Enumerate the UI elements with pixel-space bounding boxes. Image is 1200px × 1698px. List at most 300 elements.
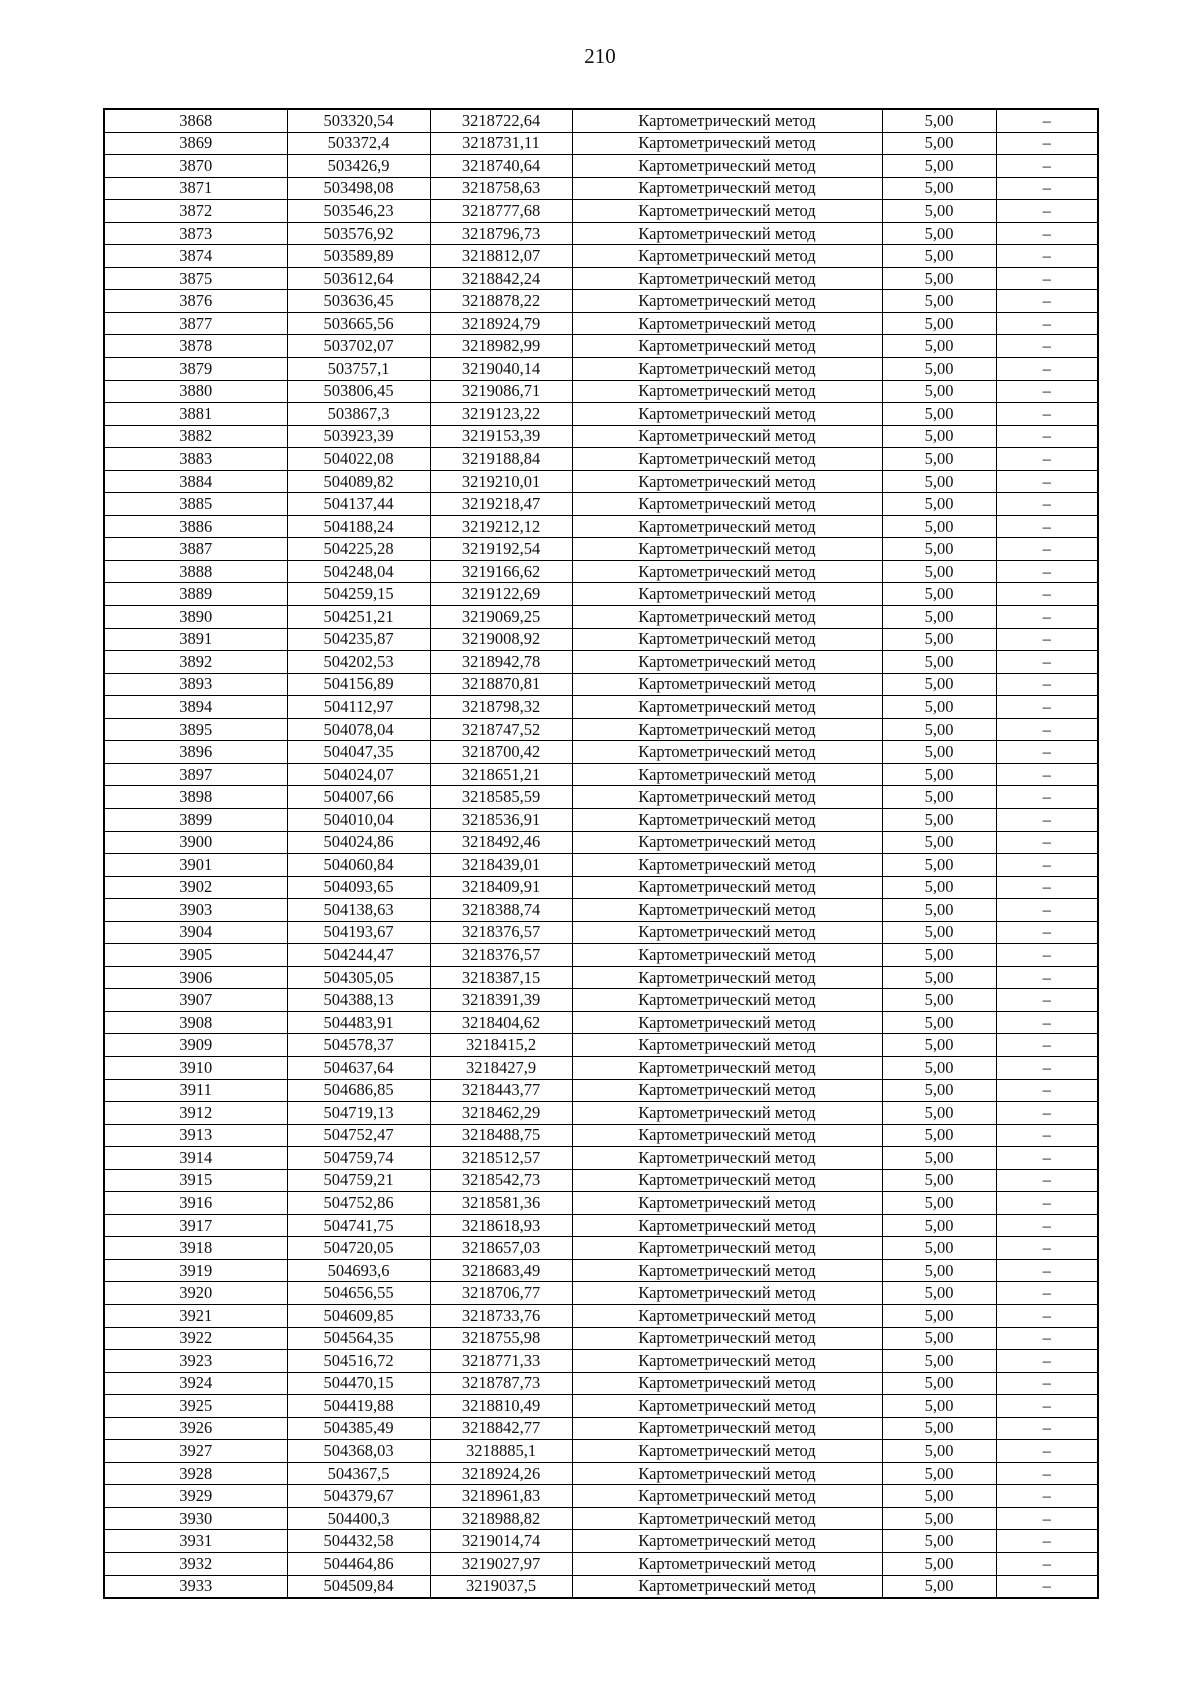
- table-row: [104, 1507, 1098, 1530]
- point-number-cell: 3933: [104, 1575, 287, 1598]
- x-coordinate-cell: 503612,64: [287, 267, 430, 290]
- x-coordinate-cell: 504368,03: [287, 1440, 430, 1463]
- table-row: [104, 1530, 1098, 1553]
- table-row: [104, 921, 1098, 944]
- precision-cell: 5,00: [882, 1417, 996, 1440]
- y-coordinate-cell: 3219210,01: [430, 470, 572, 493]
- y-coordinate-cell: 3218488,75: [430, 1124, 572, 1147]
- table-row: [104, 1553, 1098, 1576]
- method-cell: Картометрический метод: [572, 177, 882, 200]
- y-coordinate-cell: 3219192,54: [430, 538, 572, 561]
- point-number-cell: 3913: [104, 1124, 287, 1147]
- x-coordinate-cell: 504693,6: [287, 1259, 430, 1282]
- point-number-cell: 3897: [104, 763, 287, 786]
- x-coordinate-cell: 504509,84: [287, 1575, 430, 1598]
- point-number-cell: 3879: [104, 358, 287, 381]
- note-cell: –: [996, 786, 1098, 809]
- method-cell: Картометрический метод: [572, 1079, 882, 1102]
- precision-cell: 5,00: [882, 425, 996, 448]
- precision-cell: 5,00: [882, 651, 996, 674]
- method-cell: Картометрический метод: [572, 1147, 882, 1170]
- point-number-cell: 3922: [104, 1327, 287, 1350]
- precision-cell: 5,00: [882, 718, 996, 741]
- table-row: [104, 1485, 1098, 1508]
- point-number-cell: 3869: [104, 132, 287, 155]
- method-cell: Картометрический метод: [572, 741, 882, 764]
- method-cell: Картометрический метод: [572, 1440, 882, 1463]
- note-cell: –: [996, 1507, 1098, 1530]
- y-coordinate-cell: 3218787,73: [430, 1372, 572, 1395]
- point-number-cell: 3931: [104, 1530, 287, 1553]
- x-coordinate-cell: 504464,86: [287, 1553, 430, 1576]
- table-row: [104, 899, 1098, 922]
- precision-cell: 5,00: [882, 1530, 996, 1553]
- y-coordinate-cell: 3219123,22: [430, 403, 572, 426]
- note-cell: –: [996, 1124, 1098, 1147]
- precision-cell: 5,00: [882, 1011, 996, 1034]
- x-coordinate-cell: 504752,47: [287, 1124, 430, 1147]
- x-coordinate-cell: 503546,23: [287, 200, 430, 223]
- y-coordinate-cell: 3219008,92: [430, 628, 572, 651]
- precision-cell: 5,00: [882, 470, 996, 493]
- x-coordinate-cell: 504656,55: [287, 1282, 430, 1305]
- table-row: [104, 1056, 1098, 1079]
- precision-cell: 5,00: [882, 1102, 996, 1125]
- table-row: [104, 1147, 1098, 1170]
- method-cell: Картометрический метод: [572, 222, 882, 245]
- note-cell: –: [996, 560, 1098, 583]
- method-cell: Картометрический метод: [572, 944, 882, 967]
- point-number-cell: 3918: [104, 1237, 287, 1260]
- method-cell: Картометрический метод: [572, 515, 882, 538]
- precision-cell: 5,00: [882, 1282, 996, 1305]
- note-cell: –: [996, 335, 1098, 358]
- table-row: [104, 831, 1098, 854]
- method-cell: Картометрический метод: [572, 1124, 882, 1147]
- x-coordinate-cell: 504259,15: [287, 583, 430, 606]
- precision-cell: 5,00: [882, 808, 996, 831]
- point-number-cell: 3878: [104, 335, 287, 358]
- x-coordinate-cell: 504225,28: [287, 538, 430, 561]
- point-number-cell: 3872: [104, 200, 287, 223]
- method-cell: Картометрический метод: [572, 470, 882, 493]
- precision-cell: 5,00: [882, 1575, 996, 1598]
- note-cell: –: [996, 831, 1098, 854]
- point-number-cell: 3880: [104, 380, 287, 403]
- method-cell: Картометрический метод: [572, 989, 882, 1012]
- y-coordinate-cell: 3219188,84: [430, 448, 572, 471]
- note-cell: –: [996, 1034, 1098, 1057]
- method-cell: Картометрический метод: [572, 628, 882, 651]
- note-cell: –: [996, 1440, 1098, 1463]
- method-cell: Картометрический метод: [572, 673, 882, 696]
- x-coordinate-cell: 503636,45: [287, 290, 430, 313]
- method-cell: Картометрический метод: [572, 1034, 882, 1057]
- method-cell: Картометрический метод: [572, 1056, 882, 1079]
- y-coordinate-cell: 3219014,74: [430, 1530, 572, 1553]
- table-row: [104, 1575, 1098, 1598]
- precision-cell: 5,00: [882, 786, 996, 809]
- method-cell: Картометрический метод: [572, 1192, 882, 1215]
- table-row: [104, 1034, 1098, 1057]
- y-coordinate-cell: 3218842,77: [430, 1417, 572, 1440]
- note-cell: –: [996, 696, 1098, 719]
- table-row: [104, 718, 1098, 741]
- table-row: [104, 989, 1098, 1012]
- table-row: [104, 222, 1098, 245]
- x-coordinate-cell: 503923,39: [287, 425, 430, 448]
- method-cell: Картометрический метод: [572, 1417, 882, 1440]
- y-coordinate-cell: 3218798,32: [430, 696, 572, 719]
- x-coordinate-cell: 504244,47: [287, 944, 430, 967]
- x-coordinate-cell: 504379,67: [287, 1485, 430, 1508]
- precision-cell: 5,00: [882, 132, 996, 155]
- y-coordinate-cell: 3218376,57: [430, 944, 572, 967]
- note-cell: –: [996, 380, 1098, 403]
- y-coordinate-cell: 3218585,59: [430, 786, 572, 809]
- point-number-cell: 3888: [104, 560, 287, 583]
- x-coordinate-cell: 504385,49: [287, 1417, 430, 1440]
- point-number-cell: 3907: [104, 989, 287, 1012]
- x-coordinate-cell: 504060,84: [287, 854, 430, 877]
- y-coordinate-cell: 3218961,83: [430, 1485, 572, 1508]
- method-cell: Картометрический метод: [572, 899, 882, 922]
- note-cell: –: [996, 1304, 1098, 1327]
- x-coordinate-cell: 504759,21: [287, 1169, 430, 1192]
- x-coordinate-cell: 504156,89: [287, 673, 430, 696]
- table-row: [104, 1304, 1098, 1327]
- point-number-cell: 3887: [104, 538, 287, 561]
- table-row: [104, 1372, 1098, 1395]
- x-coordinate-cell: 504578,37: [287, 1034, 430, 1057]
- y-coordinate-cell: 3218443,77: [430, 1079, 572, 1102]
- note-cell: –: [996, 899, 1098, 922]
- precision-cell: 5,00: [882, 966, 996, 989]
- method-cell: Картометрический метод: [572, 1530, 882, 1553]
- method-cell: Картометрический метод: [572, 1350, 882, 1373]
- point-number-cell: 3904: [104, 921, 287, 944]
- note-cell: –: [996, 1056, 1098, 1079]
- table-row: [104, 1417, 1098, 1440]
- x-coordinate-cell: 504193,67: [287, 921, 430, 944]
- point-number-cell: 3885: [104, 493, 287, 516]
- table-row: [104, 741, 1098, 764]
- x-coordinate-cell: 504202,53: [287, 651, 430, 674]
- y-coordinate-cell: 3218988,82: [430, 1507, 572, 1530]
- point-number-cell: 3889: [104, 583, 287, 606]
- note-cell: –: [996, 944, 1098, 967]
- y-coordinate-cell: 3219027,97: [430, 1553, 572, 1576]
- table-row: [104, 696, 1098, 719]
- y-coordinate-cell: 3218439,01: [430, 854, 572, 877]
- precision-cell: 5,00: [882, 763, 996, 786]
- precision-cell: 5,00: [882, 606, 996, 629]
- precision-cell: 5,00: [882, 493, 996, 516]
- point-number-cell: 3921: [104, 1304, 287, 1327]
- y-coordinate-cell: 3218878,22: [430, 290, 572, 313]
- precision-cell: 5,00: [882, 741, 996, 764]
- point-number-cell: 3912: [104, 1102, 287, 1125]
- note-cell: –: [996, 132, 1098, 155]
- note-cell: –: [996, 1282, 1098, 1305]
- note-cell: –: [996, 921, 1098, 944]
- note-cell: –: [996, 290, 1098, 313]
- x-coordinate-cell: 503498,08: [287, 177, 430, 200]
- method-cell: Картометрический метод: [572, 651, 882, 674]
- method-cell: Картометрический метод: [572, 448, 882, 471]
- y-coordinate-cell: 3219122,69: [430, 583, 572, 606]
- table-row: [104, 1192, 1098, 1215]
- note-cell: –: [996, 1079, 1098, 1102]
- point-number-cell: 3886: [104, 515, 287, 538]
- y-coordinate-cell: 3218492,46: [430, 831, 572, 854]
- method-cell: Картометрический метод: [572, 831, 882, 854]
- point-number-cell: 3891: [104, 628, 287, 651]
- precision-cell: 5,00: [882, 1327, 996, 1350]
- precision-cell: 5,00: [882, 290, 996, 313]
- precision-cell: 5,00: [882, 1034, 996, 1057]
- method-cell: Картометрический метод: [572, 200, 882, 223]
- precision-cell: 5,00: [882, 177, 996, 200]
- method-cell: Картометрический метод: [572, 763, 882, 786]
- point-number-cell: 3890: [104, 606, 287, 629]
- note-cell: –: [996, 651, 1098, 674]
- point-number-cell: 3893: [104, 673, 287, 696]
- note-cell: –: [996, 109, 1098, 132]
- method-cell: Картометрический метод: [572, 132, 882, 155]
- method-cell: Картометрический метод: [572, 245, 882, 268]
- note-cell: –: [996, 1485, 1098, 1508]
- y-coordinate-cell: 3218924,79: [430, 312, 572, 335]
- note-cell: –: [996, 583, 1098, 606]
- precision-cell: 5,00: [882, 989, 996, 1012]
- precision-cell: 5,00: [882, 448, 996, 471]
- x-coordinate-cell: 503867,3: [287, 403, 430, 426]
- coordinates-table-body: [104, 109, 1098, 1598]
- note-cell: –: [996, 1462, 1098, 1485]
- point-number-cell: 3873: [104, 222, 287, 245]
- precision-cell: 5,00: [882, 1124, 996, 1147]
- table-row: [104, 1440, 1098, 1463]
- x-coordinate-cell: 504470,15: [287, 1372, 430, 1395]
- method-cell: Картометрический метод: [572, 606, 882, 629]
- y-coordinate-cell: 3218388,74: [430, 899, 572, 922]
- precision-cell: 5,00: [882, 560, 996, 583]
- y-coordinate-cell: 3218387,15: [430, 966, 572, 989]
- point-number-cell: 3909: [104, 1034, 287, 1057]
- table-row: [104, 380, 1098, 403]
- table-row: [104, 1350, 1098, 1373]
- x-coordinate-cell: 504516,72: [287, 1350, 430, 1373]
- x-coordinate-cell: 504047,35: [287, 741, 430, 764]
- y-coordinate-cell: 3218512,57: [430, 1147, 572, 1170]
- x-coordinate-cell: 503320,54: [287, 109, 430, 132]
- method-cell: Картометрический метод: [572, 1237, 882, 1260]
- note-cell: –: [996, 1372, 1098, 1395]
- point-number-cell: 3871: [104, 177, 287, 200]
- point-number-cell: 3929: [104, 1485, 287, 1508]
- precision-cell: 5,00: [882, 245, 996, 268]
- point-number-cell: 3883: [104, 448, 287, 471]
- precision-cell: 5,00: [882, 222, 996, 245]
- note-cell: –: [996, 1214, 1098, 1237]
- table-row: [104, 132, 1098, 155]
- precision-cell: 5,00: [882, 1147, 996, 1170]
- point-number-cell: 3877: [104, 312, 287, 335]
- precision-cell: 5,00: [882, 831, 996, 854]
- precision-cell: 5,00: [882, 854, 996, 877]
- table-row: [104, 267, 1098, 290]
- table-row: [104, 673, 1098, 696]
- y-coordinate-cell: 3218812,07: [430, 245, 572, 268]
- table-row: [104, 876, 1098, 899]
- y-coordinate-cell: 3218842,24: [430, 267, 572, 290]
- x-coordinate-cell: 503757,1: [287, 358, 430, 381]
- method-cell: Картометрический метод: [572, 380, 882, 403]
- method-cell: Картометрический метод: [572, 109, 882, 132]
- x-coordinate-cell: 504759,74: [287, 1147, 430, 1170]
- point-number-cell: 3876: [104, 290, 287, 313]
- method-cell: Картометрический метод: [572, 538, 882, 561]
- y-coordinate-cell: 3218885,1: [430, 1440, 572, 1463]
- precision-cell: 5,00: [882, 380, 996, 403]
- y-coordinate-cell: 3218810,49: [430, 1395, 572, 1418]
- note-cell: –: [996, 245, 1098, 268]
- table-row: [104, 403, 1098, 426]
- x-coordinate-cell: 504637,64: [287, 1056, 430, 1079]
- method-cell: Картометрический метод: [572, 1169, 882, 1192]
- method-cell: Картометрический метод: [572, 696, 882, 719]
- table-row: [104, 1395, 1098, 1418]
- point-number-cell: 3928: [104, 1462, 287, 1485]
- y-coordinate-cell: 3218683,49: [430, 1259, 572, 1282]
- precision-cell: 5,00: [882, 1440, 996, 1463]
- y-coordinate-cell: 3218758,63: [430, 177, 572, 200]
- page-number: 210: [584, 44, 616, 68]
- precision-cell: 5,00: [882, 1485, 996, 1508]
- table-row: [104, 1327, 1098, 1350]
- method-cell: Картометрический метод: [572, 493, 882, 516]
- point-number-cell: 3925: [104, 1395, 287, 1418]
- x-coordinate-cell: 504235,87: [287, 628, 430, 651]
- method-cell: Картометрический метод: [572, 1304, 882, 1327]
- precision-cell: 5,00: [882, 1237, 996, 1260]
- precision-cell: 5,00: [882, 200, 996, 223]
- y-coordinate-cell: 3218376,57: [430, 921, 572, 944]
- note-cell: –: [996, 177, 1098, 200]
- y-coordinate-cell: 3218536,91: [430, 808, 572, 831]
- x-coordinate-cell: 503665,56: [287, 312, 430, 335]
- precision-cell: 5,00: [882, 921, 996, 944]
- note-cell: –: [996, 763, 1098, 786]
- point-number-cell: 3905: [104, 944, 287, 967]
- note-cell: –: [996, 1417, 1098, 1440]
- x-coordinate-cell: 504432,58: [287, 1530, 430, 1553]
- table-row: [104, 155, 1098, 178]
- note-cell: –: [996, 854, 1098, 877]
- point-number-cell: 3882: [104, 425, 287, 448]
- note-cell: –: [996, 606, 1098, 629]
- point-number-cell: 3875: [104, 267, 287, 290]
- y-coordinate-cell: 3218870,81: [430, 673, 572, 696]
- note-cell: –: [996, 1395, 1098, 1418]
- method-cell: Картометрический метод: [572, 1011, 882, 1034]
- point-number-cell: 3902: [104, 876, 287, 899]
- table-row: [104, 200, 1098, 223]
- precision-cell: 5,00: [882, 1259, 996, 1282]
- x-coordinate-cell: 504400,3: [287, 1507, 430, 1530]
- point-number-cell: 3923: [104, 1350, 287, 1373]
- y-coordinate-cell: 3219037,5: [430, 1575, 572, 1598]
- method-cell: Картометрический метод: [572, 335, 882, 358]
- point-number-cell: 3927: [104, 1440, 287, 1463]
- table-row: [104, 245, 1098, 268]
- x-coordinate-cell: 504024,07: [287, 763, 430, 786]
- y-coordinate-cell: 3218651,21: [430, 763, 572, 786]
- precision-cell: 5,00: [882, 944, 996, 967]
- note-cell: –: [996, 1237, 1098, 1260]
- table-row: [104, 628, 1098, 651]
- table-row: [104, 1214, 1098, 1237]
- point-number-cell: 3917: [104, 1214, 287, 1237]
- point-number-cell: 3924: [104, 1372, 287, 1395]
- method-cell: Картометрический метод: [572, 966, 882, 989]
- note-cell: –: [996, 1102, 1098, 1125]
- precision-cell: 5,00: [882, 109, 996, 132]
- point-number-cell: 3919: [104, 1259, 287, 1282]
- y-coordinate-cell: 3218777,68: [430, 200, 572, 223]
- note-cell: –: [996, 403, 1098, 426]
- y-coordinate-cell: 3219218,47: [430, 493, 572, 516]
- note-cell: –: [996, 1259, 1098, 1282]
- note-cell: –: [996, 876, 1098, 899]
- y-coordinate-cell: 3218657,03: [430, 1237, 572, 1260]
- note-cell: –: [996, 358, 1098, 381]
- note-cell: –: [996, 470, 1098, 493]
- note-cell: –: [996, 1192, 1098, 1215]
- x-coordinate-cell: 503426,9: [287, 155, 430, 178]
- x-coordinate-cell: 504010,04: [287, 808, 430, 831]
- point-number-cell: 3920: [104, 1282, 287, 1305]
- precision-cell: 5,00: [882, 335, 996, 358]
- method-cell: Картометрический метод: [572, 921, 882, 944]
- method-cell: Картометрический метод: [572, 1372, 882, 1395]
- table-row: [104, 606, 1098, 629]
- note-cell: –: [996, 267, 1098, 290]
- x-coordinate-cell: 504138,63: [287, 899, 430, 922]
- method-cell: Картометрический метод: [572, 1553, 882, 1576]
- table-row: [104, 448, 1098, 471]
- precision-cell: 5,00: [882, 1169, 996, 1192]
- method-cell: Картометрический метод: [572, 1259, 882, 1282]
- table-row: [104, 538, 1098, 561]
- method-cell: Картометрический метод: [572, 1102, 882, 1125]
- precision-cell: 5,00: [882, 583, 996, 606]
- table-row: [104, 786, 1098, 809]
- method-cell: Картометрический метод: [572, 583, 882, 606]
- precision-cell: 5,00: [882, 1372, 996, 1395]
- point-number-cell: 3908: [104, 1011, 287, 1034]
- table-row: [104, 335, 1098, 358]
- point-number-cell: 3900: [104, 831, 287, 854]
- table-row: [104, 109, 1098, 132]
- table-row: [104, 1079, 1098, 1102]
- x-coordinate-cell: 504752,86: [287, 1192, 430, 1215]
- y-coordinate-cell: 3218581,36: [430, 1192, 572, 1215]
- precision-cell: 5,00: [882, 538, 996, 561]
- x-coordinate-cell: 504741,75: [287, 1214, 430, 1237]
- method-cell: Картометрический метод: [572, 1507, 882, 1530]
